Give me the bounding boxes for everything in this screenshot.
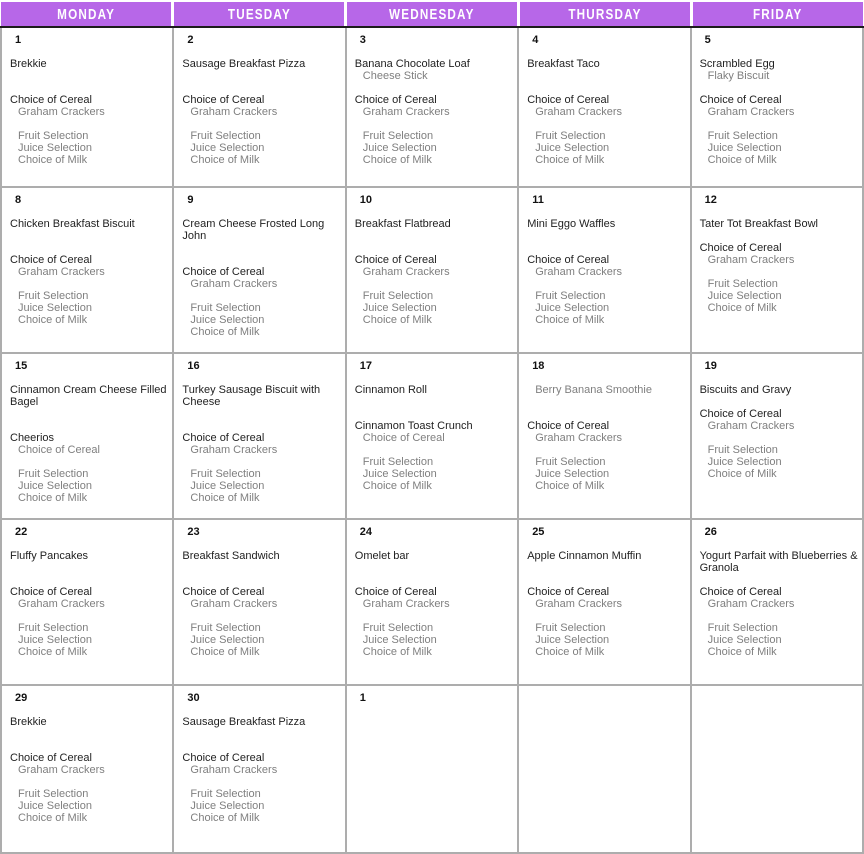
blank-line — [182, 82, 340, 94]
menu-line: Juice Selection — [535, 302, 610, 314]
blank-line — [182, 574, 340, 586]
blank-line — [527, 230, 685, 242]
menu-line: Fruit Selection — [707, 444, 778, 456]
menu-line: Fruit Selection — [18, 622, 89, 634]
blank-line — [10, 610, 168, 622]
menu-line: Fruit Selection — [190, 302, 261, 314]
blank-line — [182, 118, 340, 130]
menu-line: Choice of Cereal — [527, 586, 610, 598]
menu-line: Graham Crackers — [535, 266, 622, 278]
day-number: 22 — [15, 526, 28, 538]
menu-line: Juice Selection — [18, 800, 92, 812]
blank-line — [355, 118, 513, 130]
menu-line: Choice of Milk — [535, 646, 605, 658]
day-number: 26 — [704, 526, 717, 538]
weekday-label: FRIDAY — [753, 5, 803, 23]
menu-line: Juice Selection — [362, 142, 437, 154]
weekday-header-wednesday — [347, 2, 517, 26]
blank-line — [355, 396, 513, 408]
menu-line: Choice of Cereal — [182, 752, 265, 764]
menu-line: Cinnamon Cream Cheese Filled Bagel — [10, 384, 167, 408]
menu-line: Biscuits and Gravy — [699, 384, 792, 396]
weekday-label: TUESDAY — [227, 5, 291, 23]
menu-line: Cinnamon Roll — [354, 384, 427, 396]
blank-line — [700, 82, 858, 94]
blank-line — [355, 408, 513, 420]
day-number: 18 — [532, 360, 545, 372]
menu-line: Fruit Selection — [18, 290, 89, 302]
menu-line: Brekkie — [10, 716, 47, 728]
menu-line: Graham Crackers — [535, 432, 622, 444]
menu-line: Choice of Cereal — [182, 432, 265, 444]
day-number: 23 — [187, 526, 200, 538]
blank-line — [182, 456, 340, 468]
day-cell-1 — [347, 686, 517, 852]
menu-line: Juice Selection — [190, 142, 265, 154]
day-number: 25 — [532, 526, 545, 538]
menu-line: Choice of Cereal — [354, 94, 437, 106]
weekday-header-tuesday — [174, 2, 344, 26]
menu-line: Cream Cheese Frosted Long John — [182, 218, 325, 242]
menu-line: Cinnamon Toast Crunch — [354, 420, 473, 432]
menu-line: Choice of Milk — [362, 314, 432, 326]
menu-line: Fruit Selection — [190, 130, 261, 142]
day-cell-empty — [692, 686, 862, 852]
menu-line: Fruit Selection — [362, 290, 434, 302]
menu-line: Graham Crackers — [190, 598, 278, 610]
blank-line — [10, 230, 168, 242]
menu-line: Juice Selection — [190, 314, 265, 326]
day-number: 1 — [15, 34, 22, 46]
day-cell-9 — [174, 188, 344, 352]
menu-line: Fruit Selection — [362, 622, 434, 634]
day-number: 5 — [704, 34, 711, 46]
menu-line: Graham Crackers — [190, 764, 278, 776]
menu-line: Sausage Breakfast Pizza — [182, 716, 306, 728]
menu-line: Choice of Milk — [18, 314, 88, 326]
blank-line — [527, 574, 685, 586]
blank-line — [10, 408, 168, 420]
menu-line: Fruit Selection — [362, 456, 434, 468]
menu-line: Omelet bar — [354, 550, 410, 562]
blank-line — [700, 266, 858, 278]
day-number: 16 — [187, 360, 200, 372]
day-cell-10 — [347, 188, 517, 352]
blank-line — [10, 776, 168, 788]
menu-line: Breakfast Flatbread — [354, 218, 451, 230]
blank-line — [527, 396, 685, 408]
menu-line: Sausage Breakfast Pizza — [182, 58, 306, 70]
day-cell-17 — [347, 354, 517, 518]
day-number: 15 — [15, 360, 28, 372]
day-cell-15 — [2, 354, 172, 518]
menu-line: Graham Crackers — [18, 266, 105, 278]
blank-line — [355, 562, 513, 574]
day-number: 30 — [187, 692, 200, 704]
menu-line: Graham Crackers — [707, 598, 795, 610]
blank-line — [527, 444, 685, 456]
menu-line: Choice of Cereal — [354, 586, 437, 598]
menu-line: Choice of Cereal — [182, 586, 265, 598]
menu-line: Turkey Sausage Biscuit with Cheese — [182, 384, 321, 408]
menu-line: Choice of Cereal — [527, 420, 610, 432]
day-number: 2 — [187, 34, 194, 46]
day-number: 3 — [359, 34, 366, 46]
menu-line: Graham Crackers — [707, 106, 795, 118]
menu-line: Choice of Cereal — [699, 242, 782, 254]
menu-line: Fruit Selection — [707, 130, 778, 142]
day-cell-4 — [519, 28, 689, 186]
blank-line — [182, 290, 340, 302]
menu-line: Juice Selection — [362, 634, 437, 646]
menu-line: Cheese Stick — [362, 70, 428, 82]
menu-line: Fruit Selection — [707, 278, 778, 290]
blank-line — [527, 70, 685, 82]
menu-line: Graham Crackers — [190, 444, 278, 456]
day-cell-23 — [174, 520, 344, 684]
menu-line: Chicken Breakfast Biscuit — [10, 218, 135, 230]
menu-line: Choice of Cereal — [18, 444, 100, 456]
blank-line — [182, 70, 340, 82]
menu-line: Choice of Milk — [190, 646, 260, 658]
blank-line — [10, 420, 168, 432]
day-cell-26 — [692, 520, 862, 684]
weekday-label: MONDAY — [57, 5, 115, 23]
blank-line — [10, 456, 168, 468]
blank-line — [10, 82, 168, 94]
menu-line: Juice Selection — [707, 142, 782, 154]
menu-line: Choice of Milk — [535, 154, 605, 166]
menu-line: Choice of Milk — [18, 646, 88, 658]
day-number: 11 — [532, 194, 544, 206]
menu-line: Choice of Milk — [362, 154, 432, 166]
menu-line: Cheerios — [10, 432, 55, 444]
menu-line: Scrambled Egg — [699, 58, 775, 70]
menu-line: Choice of Cereal — [527, 254, 610, 266]
day-number: 1 — [359, 692, 366, 704]
blank-line — [527, 118, 685, 130]
menu-line: Choice of Milk — [707, 468, 777, 480]
menu-line: Breakfast Sandwich — [182, 550, 280, 562]
menu-line: Choice of Milk — [18, 812, 88, 824]
menu-line: Fruit Selection — [190, 468, 261, 480]
menu-line: Choice of Milk — [190, 154, 260, 166]
day-number — [700, 692, 858, 704]
weekday-label: WEDNESDAY — [389, 5, 475, 23]
day-cell-12 — [692, 188, 862, 352]
menu-line: Tater Tot Breakfast Bowl — [699, 218, 818, 230]
day-number: 24 — [359, 526, 373, 538]
day-cell-11 — [519, 188, 689, 352]
blank-line — [700, 432, 858, 444]
blank-line — [355, 230, 513, 242]
day-number: 4 — [532, 34, 539, 46]
menu-line: Fruit Selection — [535, 622, 606, 634]
menu-line: Juice Selection — [18, 634, 92, 646]
blank-line — [182, 420, 340, 432]
blank-line — [700, 230, 858, 242]
calendar-grid — [0, 28, 864, 854]
day-cell-18 — [519, 354, 689, 518]
blank-line — [700, 396, 858, 408]
day-cell-22 — [2, 520, 172, 684]
menu-line: Fruit Selection — [190, 788, 261, 800]
menu-line: Choice of Milk — [18, 154, 88, 166]
weekday-label: THURSDAY — [568, 5, 642, 23]
blank-line — [527, 242, 685, 254]
blank-line — [355, 574, 513, 586]
day-cell-29 — [2, 686, 172, 852]
blank-line — [182, 776, 340, 788]
menu-line: Berry Banana Smoothie — [535, 384, 652, 396]
menu-line: Choice of Milk — [362, 480, 432, 492]
day-cell-24 — [347, 520, 517, 684]
menu-line: Graham Crackers — [18, 764, 105, 776]
day-number: 10 — [359, 194, 373, 206]
menu-line: Juice Selection — [707, 634, 782, 646]
menu-line: Choice of Milk — [535, 480, 605, 492]
blank-line — [10, 242, 168, 254]
day-cell-30 — [174, 686, 344, 852]
menu-line: Juice Selection — [18, 302, 92, 314]
blank-line — [182, 728, 340, 740]
menu-line: Graham Crackers — [362, 106, 450, 118]
weekday-header-row — [0, 0, 864, 28]
menu-line: Juice Selection — [190, 480, 265, 492]
menu-line: Fluffy Pancakes — [10, 550, 89, 562]
menu-line: Graham Crackers — [535, 598, 622, 610]
blank-line — [182, 610, 340, 622]
menu-line: Choice of Milk — [362, 646, 432, 658]
blank-line — [182, 562, 340, 574]
menu-line: Graham Crackers — [18, 106, 105, 118]
menu-line: Juice Selection — [535, 468, 610, 480]
day-cell-empty — [519, 686, 689, 852]
day-cell-3 — [347, 28, 517, 186]
blank-line — [10, 118, 168, 130]
menu-line: Juice Selection — [190, 800, 265, 812]
menu-line: Banana Chocolate Loaf — [354, 58, 470, 70]
blank-line — [182, 242, 340, 254]
menu-line: Choice of Cereal — [354, 254, 437, 266]
menu-line: Choice of Cereal — [699, 586, 782, 598]
blank-line — [700, 610, 858, 622]
menu-line: Graham Crackers — [535, 106, 622, 118]
blank-line — [527, 562, 685, 574]
blank-line — [355, 242, 513, 254]
menu-line: Choice of Cereal — [699, 408, 782, 420]
menu-line: Choice of Milk — [707, 154, 777, 166]
menu-line: Juice Selection — [535, 634, 610, 646]
day-cell-2 — [174, 28, 344, 186]
day-number: 17 — [359, 360, 373, 372]
menu-line: Graham Crackers — [190, 106, 278, 118]
menu-line: Choice of Cereal — [10, 752, 92, 764]
menu-line: Graham Crackers — [707, 420, 795, 432]
menu-line: Fruit Selection — [535, 290, 606, 302]
blank-line — [10, 278, 168, 290]
menu-line: Choice of Milk — [18, 492, 88, 504]
menu-line: Choice of Milk — [190, 812, 260, 824]
menu-line: Choice of Milk — [707, 302, 777, 314]
blank-line — [182, 408, 340, 420]
menu-line: Graham Crackers — [707, 254, 795, 266]
day-number — [527, 692, 685, 704]
blank-line — [355, 444, 513, 456]
menu-line: Graham Crackers — [362, 598, 450, 610]
blank-line — [182, 254, 340, 266]
menu-line: Brekkie — [10, 58, 47, 70]
menu-line: Choice of Milk — [190, 326, 260, 338]
blank-line — [700, 118, 858, 130]
menu-line: Yogurt Parfait with Blueberries & Granola — [699, 550, 858, 574]
blank-line — [10, 562, 168, 574]
weekday-header-thursday — [520, 2, 690, 26]
menu-line: Juice Selection — [362, 302, 437, 314]
menu-line: Choice of Cereal — [699, 94, 782, 106]
blank-line — [527, 610, 685, 622]
blank-line — [10, 728, 168, 740]
day-number: 19 — [704, 360, 717, 372]
menu-line: Fruit Selection — [18, 788, 89, 800]
blank-line — [527, 82, 685, 94]
menu-line: Graham Crackers — [18, 598, 105, 610]
day-cell-1 — [2, 28, 172, 186]
menu-line: Choice of Milk — [707, 646, 777, 658]
menu-line: Fruit Selection — [18, 468, 89, 480]
menu-line: Choice of Cereal — [10, 586, 92, 598]
day-cell-8 — [2, 188, 172, 352]
menu-line: Fruit Selection — [535, 130, 606, 142]
menu-line: Fruit Selection — [18, 130, 89, 142]
menu-line: Mini Eggo Waffles — [527, 218, 616, 230]
blank-line — [355, 82, 513, 94]
blank-line — [355, 278, 513, 290]
menu-line: Fruit Selection — [190, 622, 261, 634]
blank-line — [182, 740, 340, 752]
menu-line: Breakfast Taco — [527, 58, 600, 70]
menu-line: Graham Crackers — [190, 278, 278, 290]
menu-line: Choice of Cereal — [182, 266, 265, 278]
menu-line: Juice Selection — [18, 480, 92, 492]
blank-line — [355, 610, 513, 622]
menu-line: Flaky Biscuit — [707, 70, 770, 82]
menu-line: Juice Selection — [707, 290, 782, 302]
menu-line: Graham Crackers — [362, 266, 450, 278]
menu-line: Choice of Cereal — [182, 94, 265, 106]
menu-line: Choice of Cereal — [10, 94, 92, 106]
day-cell-5 — [692, 28, 862, 186]
blank-line — [700, 574, 858, 586]
day-number: 8 — [15, 194, 22, 206]
day-number: 9 — [187, 194, 194, 206]
menu-line: Choice of Cereal — [362, 432, 445, 444]
blank-line — [10, 70, 168, 82]
menu-line: Apple Cinnamon Muffin — [527, 550, 642, 562]
menu-line: Choice of Milk — [190, 492, 260, 504]
blank-line — [527, 408, 685, 420]
day-cell-25 — [519, 520, 689, 684]
day-number: 12 — [704, 194, 717, 206]
weekday-header-monday — [1, 2, 171, 26]
menu-line: Fruit Selection — [707, 622, 778, 634]
menu-line: Juice Selection — [535, 142, 610, 154]
day-cell-19 — [692, 354, 862, 518]
menu-line: Choice of Milk — [535, 314, 605, 326]
menu-line: Juice Selection — [18, 142, 92, 154]
menu-line: Fruit Selection — [362, 130, 434, 142]
blank-line — [10, 740, 168, 752]
weekday-header-friday — [693, 2, 863, 26]
menu-line: Choice of Cereal — [10, 254, 92, 266]
menu-line: Choice of Cereal — [527, 94, 610, 106]
menu-line: Fruit Selection — [535, 456, 606, 468]
day-number: 29 — [15, 692, 28, 704]
menu-line: Juice Selection — [190, 634, 265, 646]
blank-line — [10, 574, 168, 586]
day-cell-16 — [174, 354, 344, 518]
menu-line: Juice Selection — [707, 456, 782, 468]
blank-line — [527, 278, 685, 290]
menu-line: Juice Selection — [362, 468, 437, 480]
